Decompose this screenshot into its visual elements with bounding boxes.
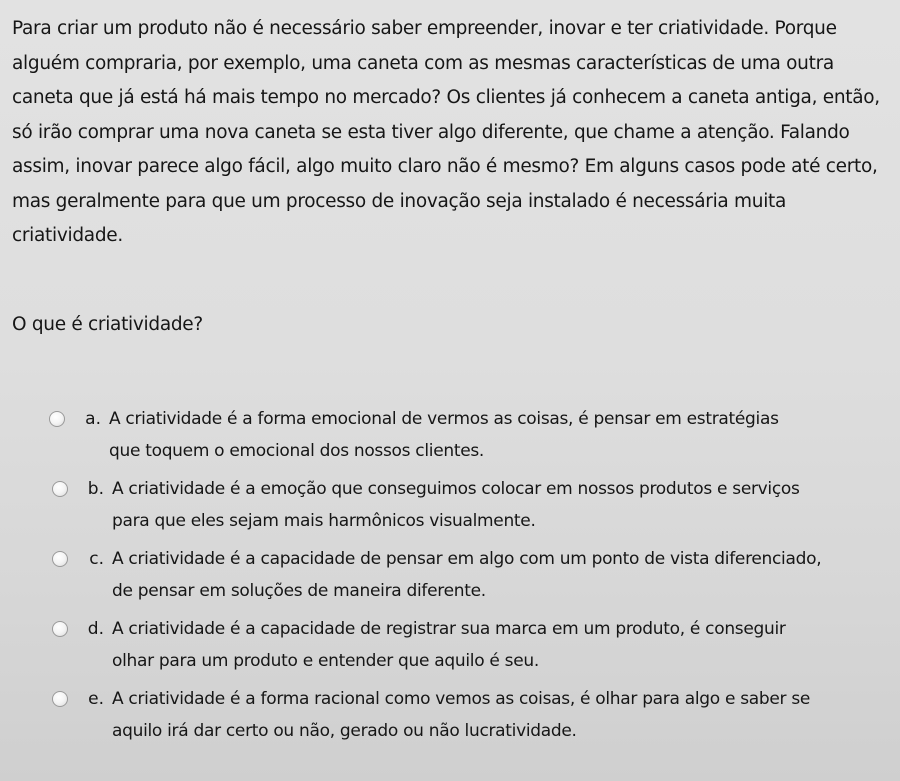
radio-button-c[interactable] [52,551,68,567]
option-b[interactable] [52,477,867,537]
radio-button-a[interactable] [49,411,65,427]
option-text: A criatividade é a emoção que conseguimos colocar em nossos produtos e serviços para que eles sejam mais harmônicos visualmente. [112,479,800,531]
option-text: A criatividade é a capacidade de pensar em algo com um ponto de vista diferenciado, de pensar em soluções de maneira diferente. [112,549,822,601]
option-d[interactable] [52,617,852,677]
option-letter: b. [87,479,104,499]
option-text: A criatividade é a capacidade de registrar sua marca em um produto, é conseguir olhar para um produto e entender que aquilo é seu. [112,619,786,671]
option-letter: a. [85,409,101,429]
option-letter: d. [87,619,104,639]
radio-button-d[interactable] [52,621,68,637]
option-e[interactable] [52,687,867,747]
option-letter: c. [89,549,104,569]
radio-button-e[interactable] [52,691,68,707]
option-text: A criatividade é a forma emocional de vermos as coisas, é pensar em estratégias que toquem o emocional dos nossos clientes. [109,409,779,461]
option-text: A criatividade é a forma racional como vemos as coisas, é olhar para algo e saber se aquilo irá dar certo ou não, gerado ou não lucratividade. [112,689,811,741]
option-c[interactable] [52,547,852,607]
radio-button-b[interactable] [52,481,68,497]
intro-paragraph: Para criar um produto não é necessário saber empreender, inovar e ter criatividade. Porque alguém compraria, por exemplo, uma caneta com as mesmas características de uma outra caneta que já está há mais tempo no mercado? Os clientes já conhecem a caneta antiga, então, só irão comprar uma nova caneta se esta tiver algo diferente, que chame a atenção. Falando assim, inovar parece algo fácil, algo muito claro não é mesmo? Em alguns casos pode até certo, mas geralmente para que um processo de inovação seja instalado é necessária muita criatividade. [12,18,880,246]
option-a[interactable] [49,407,849,467]
option-letter: e. [88,689,104,709]
question-text: O que é criatividade? [12,314,203,335]
